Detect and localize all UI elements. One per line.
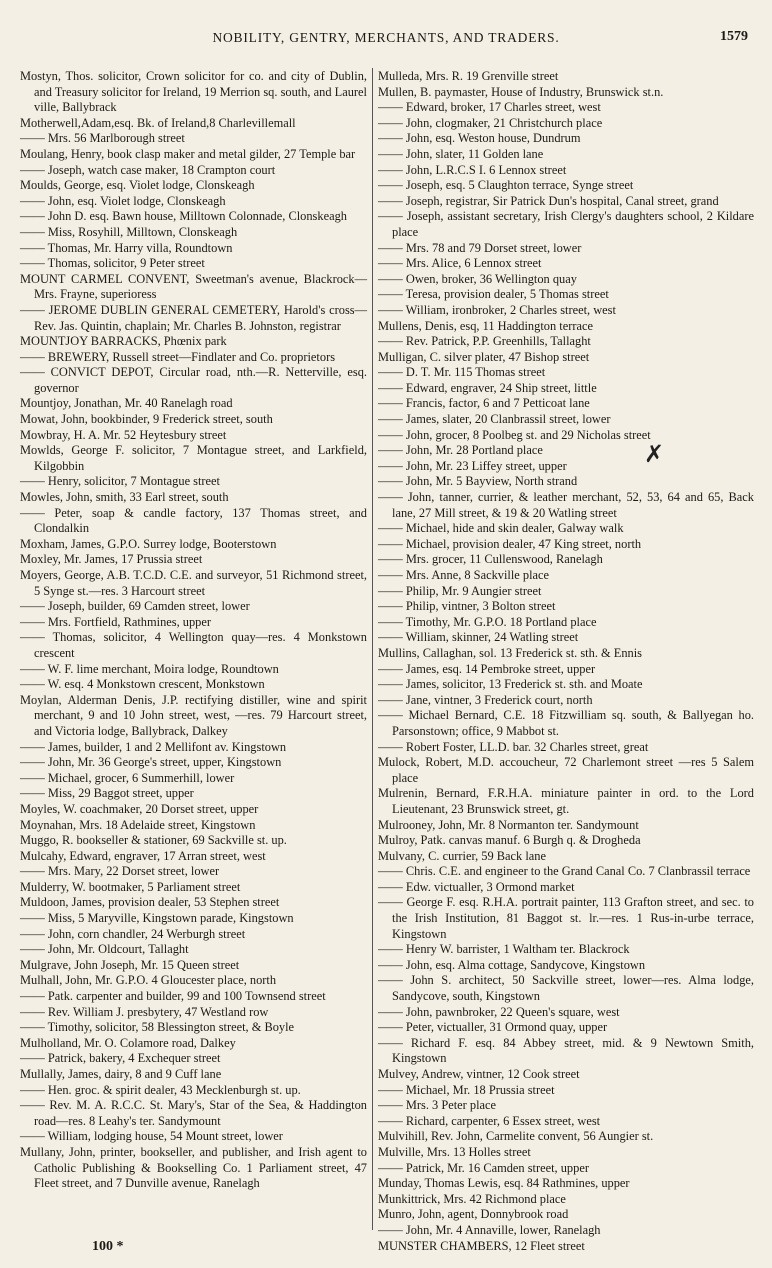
- directory-entry: —— James, builder, 1 and 2 Mellifont av. Kingstown: [20, 739, 287, 754]
- directory-entry: Mullen, B. paymaster, House of Industry, Brunswick st.n.: [378, 84, 664, 99]
- directory-entry: —— Thomas, solicitor, 4 Wellington quay—res. 4 Monkstown crescent: [20, 630, 367, 660]
- directory-entry: —— William, lodging house, 54 Mount street, lower: [20, 1129, 283, 1144]
- directory-entry: —— Miss, Rosyhill, Milltown, Clonskeagh: [20, 224, 238, 239]
- directory-entry: —— Patrick, Mr. 16 Camden street, upper: [378, 1160, 589, 1175]
- directory-entry: Mullins, Callaghan, sol. 13 Frederick st. sth. & Ennis: [378, 645, 642, 660]
- directory-entry: —— Thomas, solicitor, 9 Peter street: [20, 256, 205, 271]
- directory-entry: Muggo, R. bookseller & stationer, 69 Sackville st. up.: [20, 833, 287, 848]
- handwritten-cross-mark: ✗: [644, 440, 665, 468]
- directory-entry: —— Mrs. grocer, 11 Cullenswood, Ranelagh: [378, 552, 603, 567]
- directory-entry: —— BREWERY, Russell street—Findlater and Co. proprietors: [20, 349, 336, 364]
- directory-entry: —— Rev. William J. presbytery, 47 Westland row: [20, 1004, 269, 1019]
- directory-entry: —— Mrs. Alice, 6 Lennox street: [378, 256, 542, 271]
- directory-entry: —— W. esq. 4 Monkstown crescent, Monkstown: [20, 677, 265, 692]
- directory-entry: —— Michael, provision dealer, 47 King street, north: [378, 536, 642, 551]
- directory-entry: Moulang, Henry, book clasp maker and metal gilder, 27 Temple bar: [20, 146, 356, 161]
- directory-entry: —— Joseph, assistant secretary, Irish Clergy's daughters school, 2 Kildare place: [378, 209, 754, 239]
- running-title: NOBILITY, GENTRY, MERCHANTS, AND TRADERS.: [212, 30, 560, 45]
- directory-entry: Mulderry, W. bootmaker, 5 Parliament street: [20, 879, 241, 894]
- directory-entry: —— John, esq. Alma cottage, Sandycove, Kingstown: [378, 957, 646, 972]
- directory-entry: —— Chris. C.E. and engineer to the Grand Canal Co. 7 Clanbrassil terrace: [378, 864, 751, 879]
- directory-entry: —— Michael, grocer, 6 Summerhill, lower: [20, 770, 235, 785]
- directory-entry: —— Joseph, builder, 69 Camden street, lower: [20, 599, 250, 614]
- right-column: [378, 69, 754, 1254]
- directory-entry: MOUNTJOY BARRACKS, Phœnix park: [20, 334, 227, 349]
- directory-entry: Mulvihill, Rev. John, Carmelite convent, 56 Aungier st.: [378, 1129, 654, 1144]
- directory-entry: —— Timothy, solicitor, 58 Blessington street, & Boyle: [20, 1020, 295, 1035]
- directory-entry: —— Peter, victualler, 31 Ormond quay, upper: [378, 1020, 608, 1035]
- directory-entry: —— John, L.R.C.S I. 6 Lennox street: [378, 162, 567, 177]
- directory-entry: —— Joseph, esq. 5 Claughton terrace, Synge street: [378, 178, 634, 193]
- directory-entry: Mostyn, Thos. solicitor, Crown solicitor for co. and city of Dublin, and Treasury solicitor for Ireland, 19 Merrion sq. south, and Laurel ville, Ballybrack: [20, 69, 367, 115]
- directory-entry: Mountjoy, Jonathan, Mr. 40 Ranelagh road: [20, 396, 233, 411]
- directory-entry: —— Miss, 29 Baggot street, upper: [20, 786, 194, 801]
- directory-entry: Muldoon, James, provision dealer, 53 Stephen street: [20, 895, 280, 910]
- directory-entry: —— Thomas, Mr. Harry villa, Roundtown: [20, 240, 233, 255]
- directory-entry: —— John, pawnbroker, 22 Queen's square, west: [378, 1004, 620, 1019]
- directory-entry: —— Mrs. Fortfield, Rathmines, upper: [20, 614, 212, 629]
- directory-entry: Moxham, James, G.P.O. Surrey lodge, Booterstown: [20, 536, 277, 551]
- directory-entry: —— Owen, broker, 36 Wellington quay: [378, 271, 577, 286]
- directory-entry: —— John, esq. Weston house, Dundrum: [378, 131, 581, 146]
- column-divider: [372, 68, 373, 1230]
- directory-entry: —— Edward, broker, 17 Charles street, west: [378, 100, 601, 115]
- directory-entry: —— Robert Foster, LL.D. bar. 32 Charles street, great: [378, 739, 649, 754]
- directory-entry: Moynahan, Mrs. 18 Adelaide street, Kingstown: [20, 817, 256, 832]
- directory-entry: —— James, solicitor, 13 Frederick st. sth. and Moate: [378, 677, 643, 692]
- directory-entry: Mulhall, John, Mr. G.P.O. 4 Gloucester place, north: [20, 973, 277, 988]
- directory-entry: —— John D. esq. Bawn house, Milltown Colonnade, Clonskeagh: [20, 209, 347, 224]
- directory-entry: —— Mrs. 56 Marlborough street: [20, 131, 185, 146]
- directory-entry: Mulholland, Mr. O. Colamore road, Dalkey: [20, 1035, 236, 1050]
- directory-entry: —— John, Mr. 4 Annaville, lower, Ranelagh: [378, 1222, 601, 1237]
- directory-entry: Mulville, Mrs. 13 Holles street: [378, 1144, 531, 1159]
- directory-entry: Mullally, James, dairy, 8 and 9 Cuff lane: [20, 1067, 222, 1081]
- directory-entry: Mulrenin, Bernard, F.R.H.A. miniature painter in ord. to the Lord Lieutenant, 23 Brunswick street, gt.: [378, 786, 754, 816]
- directory-entry: —— Patk. carpenter and builder, 99 and 100 Townsend street: [20, 989, 326, 1004]
- directory-entry: MOUNT CARMEL CONVENT, Sweetman's avenue, Blackrock—Mrs. Frayne, superioress: [20, 271, 367, 302]
- directory-entry: —— Mrs. 78 and 79 Dorset street, lower: [378, 240, 582, 255]
- directory-entry: Mowat, John, bookbinder, 9 Frederick street, south: [20, 412, 273, 427]
- directory-entry: —— CONVICT DEPOT, Circular road, nth.—R. Netterville, esq. governor: [20, 365, 367, 395]
- page-header: [20, 30, 752, 50]
- directory-entry: Mulock, Robert, M.D. accoucheur, 72 Charlemont street —res 5 Salem place: [378, 755, 754, 785]
- directory-entry: —— Peter, soap & candle factory, 137 Thomas street, and Clondalkin: [20, 505, 367, 536]
- directory-entry: —— Edw. victualler, 3 Ormond market: [378, 879, 575, 894]
- directory-entry: —— Michael Bernard, C.E. 18 Fitzwilliam sq. south, & Ballyegan ho. Parsonstown; office, 9 Mabbot st.: [378, 708, 754, 738]
- directory-entry: —— Richard F. esq. 84 Abbey street, mid. & 9 Newtown Smith, Kingstown: [378, 1035, 754, 1066]
- directory-entry: —— Henry, solicitor, 7 Montague street: [20, 474, 221, 489]
- directory-entry: —— John, Mr. 5 Bayview, North strand: [378, 474, 578, 489]
- left-column: [20, 69, 367, 1192]
- directory-entry: —— Mrs. Mary, 22 Dorset street, lower: [20, 864, 220, 879]
- directory-entry: —— Teresa, provision dealer, 5 Thomas street: [378, 287, 609, 302]
- directory-entry: —— Mrs. 3 Peter place: [378, 1098, 497, 1113]
- directory-entry: Moyers, George, A.B. T.C.D. C.E. and surveyor, 51 Richmond street, 5 Synge st.—res. 3 Harcourt street: [20, 568, 367, 598]
- directory-entry: Mulleda, Mrs. R. 19 Grenville street: [378, 69, 559, 83]
- directory-entry: —— Joseph, registrar, Sir Patrick Dun's hospital, Canal street, grand: [378, 193, 719, 208]
- directory-entry: —— Miss, 5 Maryville, Kingstown parade, Kingstown: [20, 911, 294, 926]
- directory-entry: Mulrooney, John, Mr. 8 Normanton ter. Sandymount: [378, 817, 639, 832]
- directory-entry: —— John, Mr. 28 Portland place: [378, 443, 543, 458]
- directory-entry: —— Mrs. Anne, 8 Sackville place: [378, 568, 550, 582]
- directory-entry: MUNSTER CHAMBERS, 12 Fleet street: [378, 1238, 585, 1253]
- directory-entry: Mulvey, Andrew, vintner, 12 Cook street: [378, 1067, 580, 1081]
- directory-entry: —— D. T. Mr. 115 Thomas street: [378, 365, 546, 380]
- directory-entry: Mulligan, C. silver plater, 47 Bishop street: [378, 349, 590, 364]
- directory-entry: Mullany, John, printer, bookseller, and publisher, and Irish agent to Catholic Publishing & Bookselling Co. 1 Parliament street, 47 Fleet street, and 7 Dunville avenue, Ranelagh: [20, 1144, 367, 1191]
- directory-entry: —— John, grocer, 8 Poolbeg st. and 29 Nicholas street: [378, 427, 651, 442]
- directory-entry: —— John, slater, 11 Golden lane: [378, 146, 544, 161]
- directory-entry: —— John S. architect, 50 Sackville street, lower—res. Alma lodge, Sandycove, south, Kingstown: [378, 973, 754, 1004]
- directory-entry: Moulds, George, esq. Violet lodge, Clonskeagh: [20, 178, 255, 193]
- directory-entry: —— Philip, Mr. 9 Aungier street: [378, 583, 542, 598]
- directory-entry: —— Timothy, Mr. G.P.O. 18 Portland place: [378, 614, 597, 629]
- directory-entry: —— John, Mr. Oldcourt, Tallaght: [20, 942, 189, 957]
- directory-entry: Munday, Thomas Lewis, esq. 84 Rathmines, upper: [378, 1176, 630, 1191]
- directory-entry: Moyles, W. coachmaker, 20 Dorset street, upper: [20, 801, 259, 816]
- directory-entry: Munkittrick, Mrs. 42 Richmond place: [378, 1191, 566, 1206]
- directory-entry: Mulvany, C. currier, 59 Back lane: [378, 848, 546, 863]
- directory-entry: —— W. F. lime merchant, Moira lodge, Roundtown: [20, 661, 279, 676]
- directory-entry: —— James, esq. 14 Pembroke street, upper: [378, 661, 596, 676]
- directory-entry: —— John, clogmaker, 21 Christchurch place: [378, 115, 603, 130]
- directory-entry: —— Philip, vintner, 3 Bolton street: [378, 599, 556, 614]
- directory-entry: —— John, corn chandler, 24 Werburgh street: [20, 926, 246, 941]
- directory-entry: —— Patrick, bakery, 4 Exchequer street: [20, 1051, 221, 1066]
- directory-entry: —— Henry W. barrister, 1 Waltham ter. Blackrock: [378, 942, 630, 957]
- directory-entry: —— Edward, engraver, 24 Ship street, little: [378, 380, 597, 395]
- directory-entry: —— John, Mr. 36 George's street, upper, Kingstown: [20, 755, 282, 770]
- directory-entry: —— William, ironbroker, 2 Charles street, west: [378, 302, 616, 317]
- directory-entry: —— John, tanner, currier, & leather merchant, 52, 53, 64 and 65, Back lane, 27 Mill street, & 19 & 20 Watling street: [378, 490, 754, 520]
- directory-entry: Mullens, Denis, esq, 11 Haddington terrace: [378, 318, 593, 333]
- directory-entry: —— Rev. Patrick, P.P. Greenhills, Tallaght: [378, 334, 591, 349]
- directory-entry: —— JEROME DUBLIN GENERAL CEMETERY, Harold's cross—Rev. Jas. Quintin, chaplain; Mr. Charles B. Johnston, registrar: [20, 302, 367, 333]
- directory-entry: Moxley, Mr. James, 17 Prussia street: [20, 552, 203, 567]
- directory-entry: Mulgrave, John Joseph, Mr. 15 Queen street: [20, 957, 240, 972]
- directory-entry: —— Joseph, watch case maker, 18 Crampton court: [20, 162, 276, 177]
- directory-entry: Mowles, John, smith, 33 Earl street, south: [20, 490, 229, 505]
- page-number: 1579: [720, 29, 748, 44]
- directory-entry: —— George F. esq. R.H.A. portrait painter, 113 Grafton street, and sec. to the Irish Institution, 81 Baggot st. lr.—res. 1 Rus-in-urbe terrace, Kingstown: [378, 895, 754, 941]
- directory-entry: —— Jane, vintner, 3 Frederick court, north: [378, 692, 593, 707]
- directory-entry: —— Richard, carpenter, 6 Essex street, west: [378, 1113, 601, 1128]
- printer-signature: 100 *: [92, 1239, 124, 1254]
- directory-entry: Mowbray, H. A. Mr. 52 Heytesbury street: [20, 427, 227, 442]
- directory-entry: —— James, slater, 20 Clanbrassil street, lower: [378, 412, 611, 427]
- directory-entry: Mowlds, George F. solicitor, 7 Montague street, and Larkfield, Kilgobbin: [20, 443, 367, 473]
- directory-entry: Moylan, Alderman Denis, J.P. rectifying distiller, wine and spirit merchant, 9 and 10 John street, west, —res. 79 Harcourt street, and Victoria lodge, Ballybrack, Dalkey: [20, 692, 367, 738]
- directory-entry: —— Michael, hide and skin dealer, Galway walk: [378, 521, 624, 536]
- directory-entry: —— John, esq. Violet lodge, Clonskeagh: [20, 193, 226, 208]
- directory-entry: —— Rev. M. A. R.C.C. St. Mary's, Star of the Sea, & Haddington road—res. 8 Leahy's ter. Sandymount: [20, 1098, 367, 1128]
- directory-entry: —— Hen. groc. & spirit dealer, 43 Mecklenburgh st. up.: [20, 1082, 301, 1097]
- directory-entry: —— William, skinner, 24 Watling street: [378, 630, 579, 645]
- directory-entry: Mulroy, Patk. canvas manuf. 6 Burgh q. & Drogheda: [378, 833, 641, 848]
- directory-entry: —— Francis, factor, 6 and 7 Petticoat lane: [378, 396, 590, 411]
- directory-entry: Munro, John, agent, Donnybrook road: [378, 1207, 569, 1222]
- directory-entry: —— Michael, Mr. 18 Prussia street: [378, 1082, 555, 1097]
- directory-entry: Mulcahy, Edward, engraver, 17 Arran street, west: [20, 848, 266, 863]
- directory-entry: Motherwell,Adam,esq. Bk. of Ireland,8 Charlevillemall: [20, 115, 296, 130]
- directory-entry: —— John, Mr. 23 Liffey street, upper: [378, 458, 567, 473]
